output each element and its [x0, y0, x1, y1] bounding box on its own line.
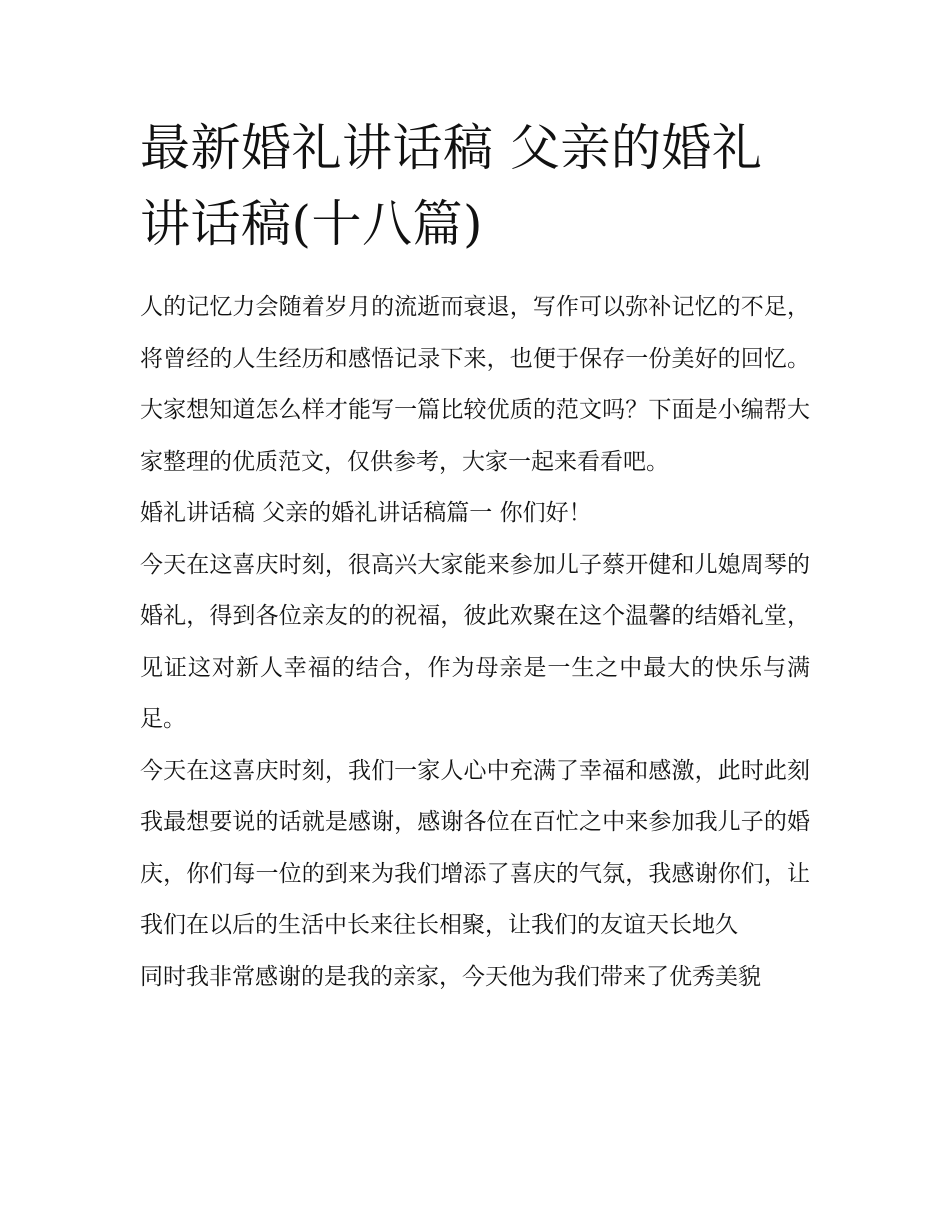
paragraph-body: 同时我非常感谢的是我的亲家，今天他为我们带来了优秀美貌 — [140, 963, 761, 990]
paragraph-body: 今天在这喜庆时刻，我们一家人心中充满了幸福和感激，此时此刻我最想要说的话就是感谢，感谢各位在百忙之中来参加我儿子的婚庆，你们每一位的到来为我们增添了喜庆的气氛，我感谢你们，让我们在以后的生活中长来往长相聚，让我们的友谊天长地久 — [140, 757, 810, 938]
paragraph-section-heading: 婚礼讲话稿 父亲的婚礼讲话稿篇一 你们好！ — [140, 500, 592, 526]
document-body — [140, 282, 810, 1003]
paragraph-intro: 人的记忆力会随着岁月的流逝而衰退，写作可以弥补记忆的不足，将曾经的人生经历和感悟记录下来，也便于保存一份美好的回忆。大家想知道怎么样才能写一篇比较优质的范文吗？下面是小编帮大家整理的优质范文，仅供参考，大家一起来看看吧。 — [140, 294, 810, 475]
paragraph-body: 今天在这喜庆时刻，很高兴大家能来参加儿子蔡开健和儿媳周琴的婚礼，得到各位亲友的的祝福，彼此欢聚在这个温馨的结婚礼堂，见证这对新人幸福的结合，作为母亲是一生之中最大的快乐与满足。 — [140, 551, 810, 732]
document-title: 最新婚礼讲话稿 父亲的婚礼讲话稿(十八篇) — [140, 119, 763, 253]
